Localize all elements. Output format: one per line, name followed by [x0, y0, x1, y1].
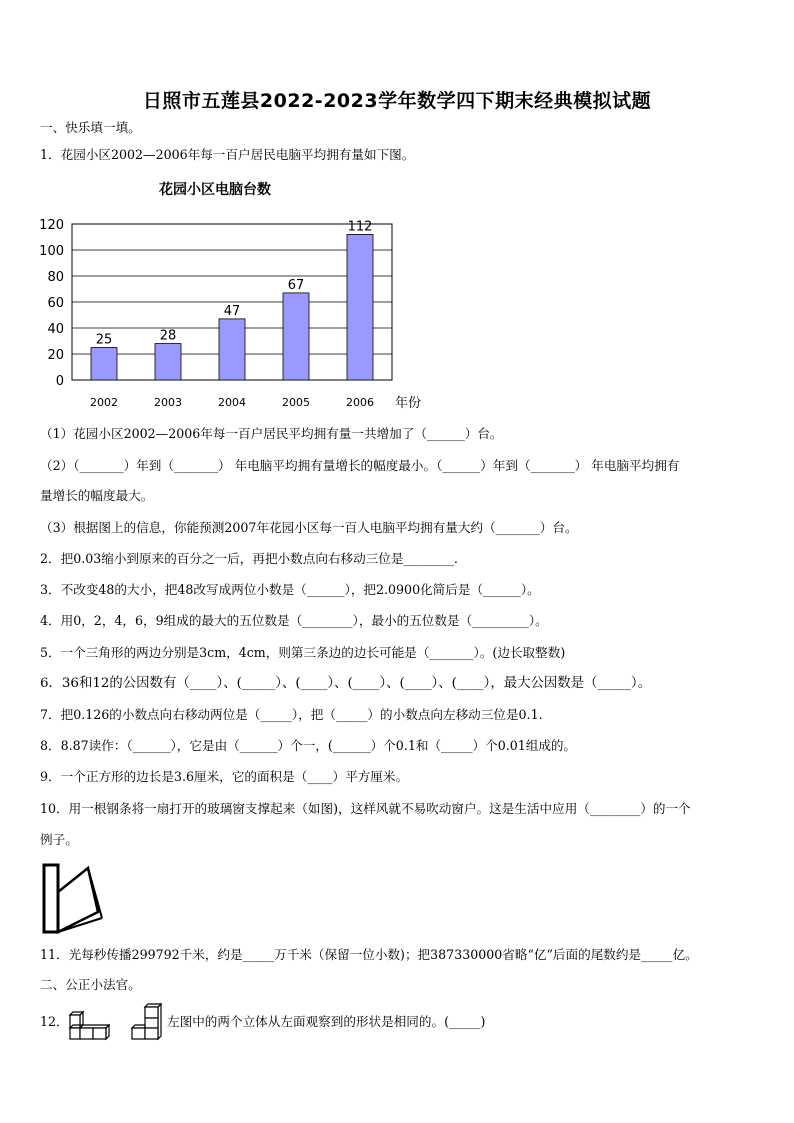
chart-x-label: 年份 [395, 396, 422, 411]
section-heading-two: 二、公正小法官。 [40, 977, 141, 992]
question-10-line1: 10．用一根钢条将一扇打开的玻璃窗支撑起来（如图)，这样风就不易吹动窗户。这是生活中应用（________）的一个 [40, 801, 691, 816]
bar-2003 [155, 344, 181, 380]
y-tick-label: 40 [47, 322, 64, 337]
bar-2002 [91, 348, 117, 381]
bar-2005 [283, 293, 309, 380]
data-label-2002: 25 [95, 332, 113, 348]
y-tick-label: 20 [47, 348, 64, 363]
data-label-2004: 47 [223, 303, 241, 319]
y-tick-label: 120 [39, 218, 64, 233]
question-11: 11．光每秒传播299792千米，约是_____万千米（保留一位小数)；把387330000省略“亿”后面的尾数约是_____亿。 [40, 947, 698, 962]
window-support-figure [40, 862, 108, 936]
question-2: 2．把0.03缩小到原来的百分之一后，再把小数点向右移动三位是________. [40, 551, 458, 566]
question-7: 7．把0.126的小数点向右移动两位是（_____），把（_____）的小数点向左移动三位是0.1. [40, 707, 543, 722]
question-5: 5．一个三角形的两边分别是3cm，4cm，则第三条边的边长可能是（_______）。(边长取整数) [40, 645, 566, 660]
x-tick-label-2005: 2005 [282, 396, 310, 409]
question-1-2-line1: （2）（_______）年到（_______） 年电脑平均拥有量增长的幅度最小。（______）年到（_______） 年电脑平均拥有 [40, 458, 680, 473]
x-tick-label-2004: 2004 [218, 396, 246, 409]
section-heading-one: 一、快乐填一填。 [40, 120, 141, 135]
data-label-2005: 67 [287, 277, 305, 293]
question-12-text: 左图中的两个立体从左面观察到的形状是相同的。(_____) [167, 1014, 486, 1029]
chart-y-ticks [39, 218, 64, 389]
x-tick-label-2002: 2002 [90, 396, 118, 409]
question-1-3: （3）根据图上的信息，你能预测2007年花园小区每一百人电脑平均拥有量大约（_______）台。 [40, 520, 578, 535]
y-tick-label: 60 [47, 296, 64, 311]
cube-figure-right [130, 1003, 166, 1041]
cube-figure-left [68, 1003, 110, 1041]
y-tick-label: 100 [39, 244, 64, 259]
data-label-2006: 112 [347, 219, 373, 235]
question-8: 8．8.87读作：（______），它是由（______）个一，(______）个0.1和（_____）个0.01组成的。 [40, 738, 577, 753]
bar-chart [30, 172, 440, 417]
question-1-2-line2: 量增长的幅度最大。 [40, 488, 154, 503]
bar-2004 [219, 319, 245, 380]
bar-2006 [347, 234, 373, 380]
question-1-1: （1）花园小区2002—2006年每一百户居民平均拥有量一共增加了（______）台。 [40, 426, 503, 441]
chart-x-ticks [90, 396, 374, 409]
question-3: 3．不改变48的大小，把48改写成两位小数是（______），把2.0900化简后是（______）。 [40, 582, 540, 597]
chart-bars [91, 219, 373, 380]
question-1: 1．花园小区2002—2006年每一百户居民电脑平均拥有量如下图。 [40, 147, 415, 162]
data-label-2003: 28 [159, 328, 177, 344]
chart-title: 花园小区电脑台数 [159, 182, 271, 198]
question-4: 4．用0，2，4，6，9组成的最大的五位数是（________），最小的五位数是（_________）。 [40, 613, 548, 628]
y-tick-label: 80 [47, 270, 64, 285]
x-tick-label-2003: 2003 [154, 396, 182, 409]
x-tick-label-2006: 2006 [346, 396, 374, 409]
question-9: 9．一个正方形的边长是3.6厘米，它的面积是（____）平方厘米。 [40, 769, 409, 784]
y-tick-label: 0 [55, 374, 64, 389]
question-10-line2: 例子。 [40, 832, 78, 847]
question-12-number: 12． [40, 1014, 69, 1029]
question-6: 6．36和12的公因数有（____）、(_____）、(____）、(____）、(____）、(____），最大公因数是（_____）。 [40, 676, 652, 691]
page-title: 日照市五莲县2022-2023学年数学四下期末经典模拟试题 [142, 90, 652, 112]
